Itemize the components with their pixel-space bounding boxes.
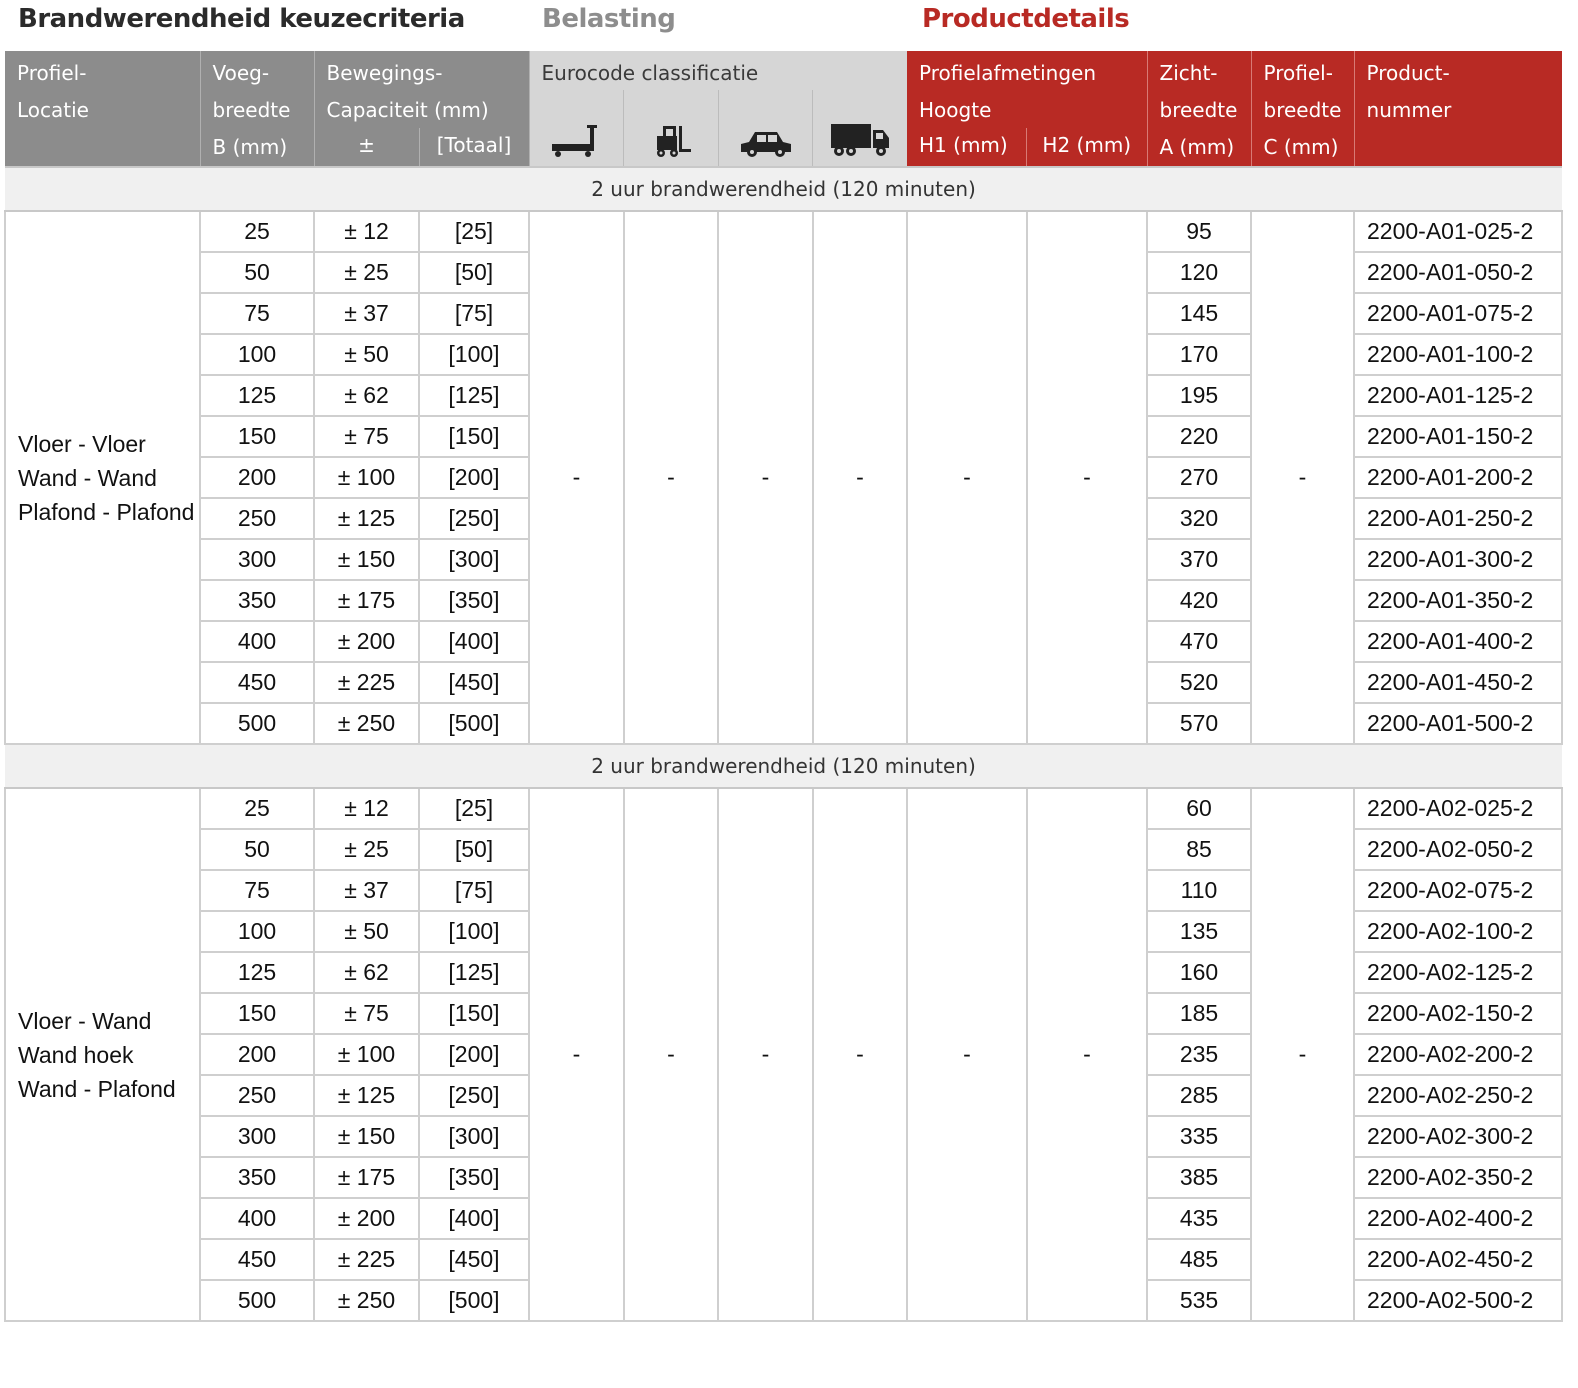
profile-location (5, 211, 200, 744)
criteria-title: Brandwerendheid keuzecriteria (18, 4, 465, 34)
movement-plusminus: ± 225 (314, 662, 419, 703)
product-number: 2200-A02-400-2 (1354, 1198, 1562, 1239)
truck-icon (812, 90, 907, 166)
product-number: 2200-A01-025-2 (1354, 211, 1562, 252)
movement-total: [400] (419, 1198, 529, 1239)
product-number: 2200-A01-400-2 (1354, 621, 1562, 662)
joint-width: 400 (200, 1198, 314, 1239)
car-icon (718, 90, 813, 166)
visible-width: 110 (1147, 870, 1251, 911)
movement-total: [300] (419, 539, 529, 580)
product-number: 2200-A02-050-2 (1354, 829, 1562, 870)
product-number: 2200-A02-500-2 (1354, 1280, 1562, 1321)
movement-plusminus: ± 62 (314, 952, 419, 993)
movement-plusminus: ± 225 (314, 1239, 419, 1280)
height-h1-cell: - (907, 788, 1027, 1321)
product-number: 2200-A01-300-2 (1354, 539, 1562, 580)
header-profiel-locatie: Profiel- Locatie (5, 51, 200, 167)
movement-plusminus: ± 150 (314, 539, 419, 580)
movement-plusminus: ± 50 (314, 334, 419, 375)
product-number: 2200-A02-025-2 (1354, 788, 1562, 829)
movement-total: [200] (419, 1034, 529, 1075)
visible-width: 535 (1147, 1280, 1251, 1321)
visible-width: 320 (1147, 498, 1251, 539)
movement-total: [250] (419, 1075, 529, 1116)
joint-width: 25 (200, 211, 314, 252)
product-number: 2200-A02-125-2 (1354, 952, 1562, 993)
joint-width: 125 (200, 952, 314, 993)
joint-width: 200 (200, 1034, 314, 1075)
visible-width: 195 (1147, 375, 1251, 416)
movement-plusminus: ± 175 (314, 1157, 419, 1198)
movement-plusminus: ± 125 (314, 498, 419, 539)
visible-width: 170 (1147, 334, 1251, 375)
section-label: 2 uur brandwerendheid (120 minuten) (5, 167, 1562, 211)
movement-plusminus: ± 62 (314, 375, 419, 416)
movement-total: [350] (419, 1157, 529, 1198)
movement-total: [100] (419, 911, 529, 952)
header-totaal: [Totaal] (436, 133, 512, 157)
product-number: 2200-A01-125-2 (1354, 375, 1562, 416)
movement-total: [100] (419, 334, 529, 375)
section-row (5, 167, 1562, 211)
joint-width: 250 (200, 498, 314, 539)
profile-width-cell: - (1251, 211, 1354, 744)
movement-plusminus: ± 37 (314, 870, 419, 911)
movement-plusminus: ± 250 (314, 703, 419, 744)
joint-width: 350 (200, 1157, 314, 1198)
location-line: Wand - Wand (18, 464, 157, 491)
movement-plusminus: ± 25 (314, 252, 419, 293)
visible-width: 285 (1147, 1075, 1251, 1116)
movement-total: [500] (419, 1280, 529, 1321)
joint-width: 300 (200, 1116, 314, 1157)
visible-width: 270 (1147, 457, 1251, 498)
movement-total: [400] (419, 621, 529, 662)
pallet-truck-icon (530, 90, 624, 166)
joint-width: 50 (200, 252, 314, 293)
product-number: 2200-A01-200-2 (1354, 457, 1562, 498)
movement-total: [450] (419, 662, 529, 703)
location-line: Vloer - Vloer (18, 430, 146, 457)
joint-width: 75 (200, 870, 314, 911)
movement-total: [25] (419, 211, 529, 252)
movement-plusminus: ± 37 (314, 293, 419, 334)
visible-width: 335 (1147, 1116, 1251, 1157)
product-number: 2200-A01-075-2 (1354, 293, 1562, 334)
movement-total: [75] (419, 870, 529, 911)
movement-plusminus: ± 100 (314, 457, 419, 498)
joint-width: 450 (200, 1239, 314, 1280)
eurocode-pallet-cell: - (529, 211, 624, 744)
eurocode-car-cell: - (718, 788, 813, 1321)
visible-width: 570 (1147, 703, 1251, 744)
location-line: Wand - Plafond (18, 1075, 176, 1102)
product-number: 2200-A01-100-2 (1354, 334, 1562, 375)
header-productnummer: Product- nummer (1354, 51, 1562, 167)
movement-plusminus: ± 12 (314, 788, 419, 829)
product-number: 2200-A01-250-2 (1354, 498, 1562, 539)
product-number: 2200-A02-350-2 (1354, 1157, 1562, 1198)
height-h2-cell: - (1027, 211, 1147, 744)
section-titles (0, 0, 1578, 52)
profile-width-cell: - (1251, 788, 1354, 1321)
height-h2-cell: - (1027, 788, 1147, 1321)
joint-width: 350 (200, 580, 314, 621)
visible-width: 185 (1147, 993, 1251, 1034)
movement-plusminus: ± 250 (314, 1280, 419, 1321)
movement-total: [500] (419, 703, 529, 744)
movement-total: [300] (419, 1116, 529, 1157)
joint-width: 500 (200, 703, 314, 744)
joint-width: 200 (200, 457, 314, 498)
visible-width: 385 (1147, 1157, 1251, 1198)
product-number: 2200-A02-100-2 (1354, 911, 1562, 952)
visible-width: 435 (1147, 1198, 1251, 1239)
eurocode-truck-cell: - (813, 788, 907, 1321)
product-number: 2200-A01-350-2 (1354, 580, 1562, 621)
movement-total: [150] (419, 993, 529, 1034)
movement-plusminus: ± 25 (314, 829, 419, 870)
visible-width: 235 (1147, 1034, 1251, 1075)
movement-total: [450] (419, 1239, 529, 1280)
visible-width: 145 (1147, 293, 1251, 334)
header-row (5, 51, 1562, 167)
product-number: 2200-A02-200-2 (1354, 1034, 1562, 1075)
movement-plusminus: ± 75 (314, 993, 419, 1034)
joint-width: 250 (200, 1075, 314, 1116)
details-title: Productdetails (922, 4, 1130, 34)
product-number: 2200-A02-450-2 (1354, 1239, 1562, 1280)
movement-total: [250] (419, 498, 529, 539)
eurocode-truck-cell: - (813, 211, 907, 744)
joint-width: 50 (200, 829, 314, 870)
product-number: 2200-A01-150-2 (1354, 416, 1562, 457)
fire-resistance-table (4, 51, 1563, 1322)
eurocode-forklift-cell: - (624, 788, 718, 1321)
load-title: Belasting (542, 4, 676, 34)
movement-total: [350] (419, 580, 529, 621)
movement-total: [125] (419, 952, 529, 993)
visible-width: 60 (1147, 788, 1251, 829)
joint-width: 300 (200, 539, 314, 580)
eurocode-pallet-cell: - (529, 788, 624, 1321)
header-eurocode: Eurocode classificatie (529, 51, 907, 167)
location-line: Plafond - Plafond (18, 498, 195, 525)
product-number: 2200-A01-500-2 (1354, 703, 1562, 744)
joint-width: 150 (200, 416, 314, 457)
product-number: 2200-A02-075-2 (1354, 870, 1562, 911)
visible-width: 120 (1147, 252, 1251, 293)
eurocode-car-cell: - (718, 211, 813, 744)
movement-plusminus: ± 150 (314, 1116, 419, 1157)
section-row (5, 744, 1562, 788)
visible-width: 95 (1147, 211, 1251, 252)
product-number: 2200-A02-250-2 (1354, 1075, 1562, 1116)
eurocode-forklift-cell: - (624, 211, 718, 744)
product-number: 2200-A01-450-2 (1354, 662, 1562, 703)
visible-width: 135 (1147, 911, 1251, 952)
joint-width: 150 (200, 993, 314, 1034)
header-zichtbreedte: Zicht- breedte A (mm) (1147, 51, 1251, 167)
header-profielafmetingen: Profielafmetingen Hoogte H1 (mm) H2 (mm) (907, 51, 1147, 167)
movement-total: [125] (419, 375, 529, 416)
header-h2: H2 (mm) (1042, 133, 1132, 157)
joint-width: 500 (200, 1280, 314, 1321)
location-line: Wand hoek (18, 1041, 134, 1068)
joint-width: 25 (200, 788, 314, 829)
joint-width: 450 (200, 662, 314, 703)
profile-location (5, 788, 200, 1321)
visible-width: 420 (1147, 580, 1251, 621)
movement-total: [150] (419, 416, 529, 457)
movement-total: [75] (419, 293, 529, 334)
movement-plusminus: ± 175 (314, 580, 419, 621)
movement-total: [50] (419, 829, 529, 870)
joint-width: 100 (200, 911, 314, 952)
movement-plusminus: ± 200 (314, 1198, 419, 1239)
joint-width: 125 (200, 375, 314, 416)
visible-width: 485 (1147, 1239, 1251, 1280)
movement-total: [50] (419, 252, 529, 293)
product-number: 2200-A01-050-2 (1354, 252, 1562, 293)
header-plusminus: ± (315, 128, 420, 166)
movement-plusminus: ± 100 (314, 1034, 419, 1075)
section-label: 2 uur brandwerendheid (120 minuten) (5, 744, 1562, 788)
table-row (5, 211, 1562, 252)
joint-width: 400 (200, 621, 314, 662)
visible-width: 160 (1147, 952, 1251, 993)
joint-width: 75 (200, 293, 314, 334)
location-line: Vloer - Wand (18, 1007, 152, 1034)
joint-width: 100 (200, 334, 314, 375)
header-h1: H1 (mm) (907, 128, 1027, 166)
movement-total: [25] (419, 788, 529, 829)
visible-width: 520 (1147, 662, 1251, 703)
header-voegbreedte: Voeg- breedte B (mm) (200, 51, 314, 167)
visible-width: 370 (1147, 539, 1251, 580)
movement-plusminus: ± 50 (314, 911, 419, 952)
movement-plusminus: ± 125 (314, 1075, 419, 1116)
visible-width: 470 (1147, 621, 1251, 662)
visible-width: 220 (1147, 416, 1251, 457)
movement-total: [200] (419, 457, 529, 498)
header-profielbreedte: Profiel- breedte C (mm) (1251, 51, 1354, 167)
product-number: 2200-A02-150-2 (1354, 993, 1562, 1034)
forklift-icon (623, 90, 718, 166)
movement-plusminus: ± 75 (314, 416, 419, 457)
movement-plusminus: ± 200 (314, 621, 419, 662)
height-h1-cell: - (907, 211, 1027, 744)
movement-plusminus: ± 12 (314, 211, 419, 252)
table-row (5, 788, 1562, 829)
product-number: 2200-A02-300-2 (1354, 1116, 1562, 1157)
visible-width: 85 (1147, 829, 1251, 870)
header-bewegingscapaciteit: Bewegings- Capaciteit (mm) ± [Totaal] (314, 51, 529, 167)
